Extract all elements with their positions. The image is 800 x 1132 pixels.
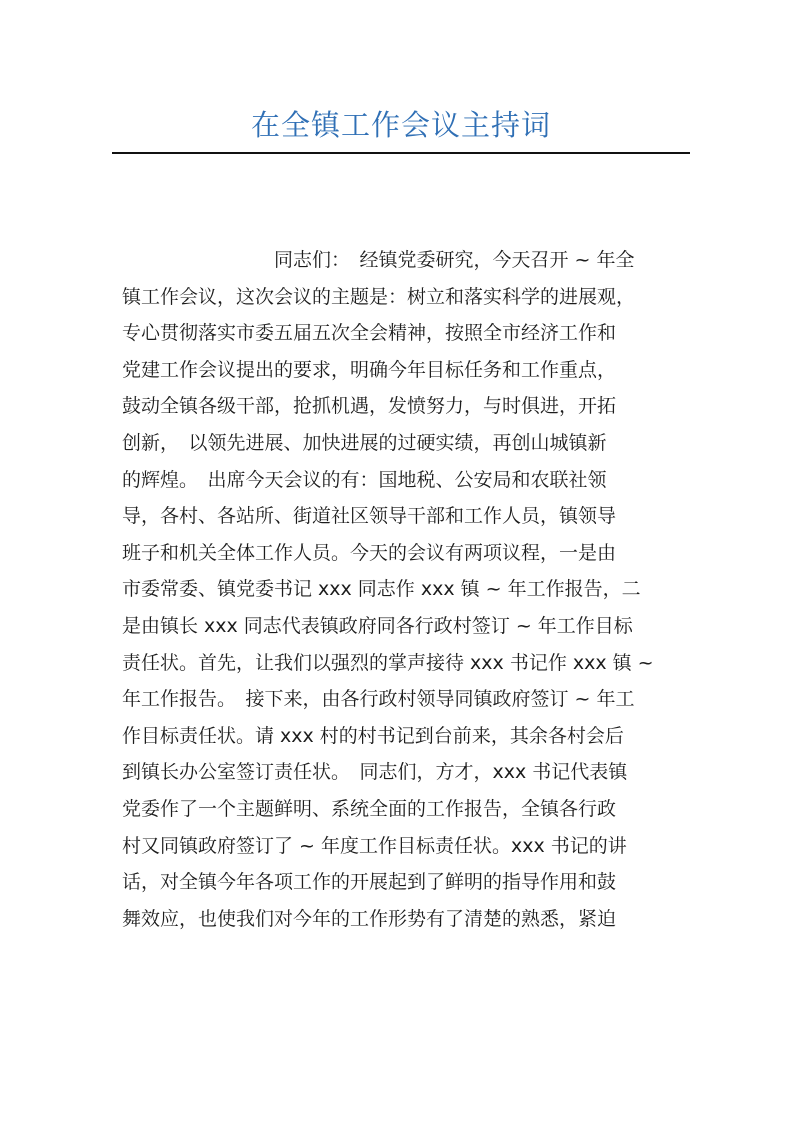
body-line-14: 作目标责任状。请 xxx 村的村书记到台前来，其余各村会后 [122, 724, 624, 747]
body-line-19: 舞效应，也使我们对今年的工作形势有了清楚的熟悉，紧迫 [122, 907, 617, 930]
body-line-17: 村又同镇政府签订了 ~ 年度工作目标责任状。xxx 书记的讲 [122, 834, 627, 857]
document-body [122, 242, 682, 937]
body-line-16: 党委作了一个主题鲜明、系统全面的工作报告，全镇各行政 [122, 797, 617, 820]
body-line-12: 责任状。首先，让我们以强烈的掌声接待 xxx 书记作 xxx 镇 ~ [122, 651, 654, 674]
body-line-11: 是由镇长 xxx 同志代表镇政府同各行政村签订 ~ 年工作目标 [122, 614, 633, 637]
body-line-6: 创新， 以领先进展、加快进展的过硬实绩，再创山城镇新 [122, 431, 607, 454]
body-line-15: 到镇长办公室签订责任状。 同志们，方才，xxx 书记代表镇 [122, 761, 628, 784]
body-line-7: 的辉煌。 出席今天会议的有：国地税、公安局和农联社领 [122, 468, 607, 491]
body-line-13: 年工作报告。 接下来，由各行政村领导同镇政府签订 ~ 年工 [122, 688, 635, 711]
body-line-2: 镇工作会议，这次会议的主题是：树立和落实科学的进展观， [122, 285, 636, 308]
body-line-5: 鼓动全镇各级干部，抢抓机遇，发愤努力，与时俱进，开拓 [122, 395, 617, 418]
body-line-3: 专心贯彻落实市委五届五次全会精神，按照全市经济工作和 [122, 322, 617, 345]
body-line-4: 党建工作会议提出的要求，明确今年目标任务和工作重点， [122, 358, 617, 381]
body-line-9: 班子和机关全体工作人员。今天的会议有两项议程，一是由 [122, 541, 617, 564]
body-line-8: 导，各村、各站所、街道社区领导干部和工作人员，镇领导 [122, 505, 617, 528]
body-line-1: 同志们： 经镇党委研究，今天召开 ~ 年全 [274, 249, 635, 271]
body-line-10: 市委常委、镇党委书记 xxx 同志作 xxx 镇 ~ 年工作报告，二 [122, 578, 641, 601]
title-underline [112, 152, 690, 154]
body-line-18: 话，对全镇今年各项工作的开展起到了鲜明的指导作用和鼓 [122, 871, 617, 894]
document-title: 在全镇工作会议主持词 [250, 108, 551, 142]
